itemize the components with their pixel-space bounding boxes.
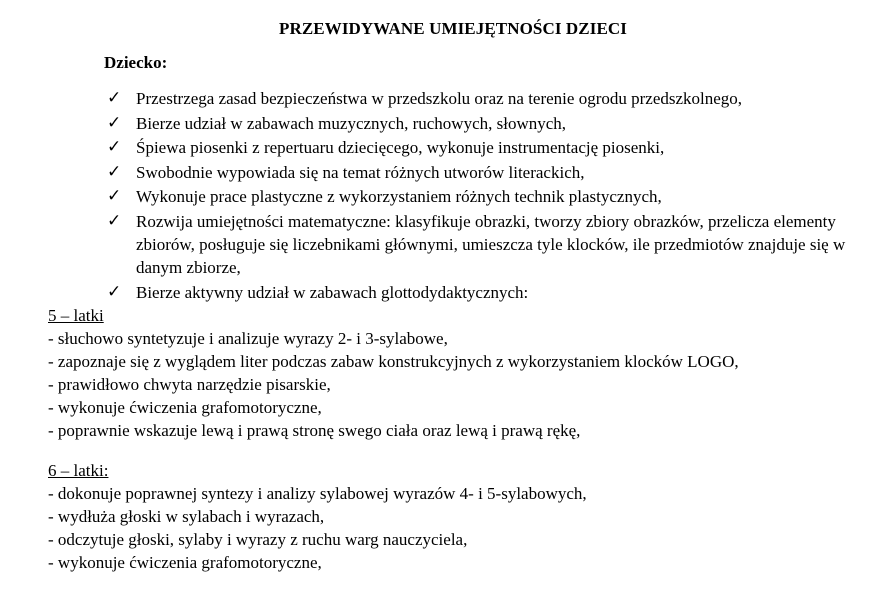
checklist-item: [107, 185, 847, 208]
list-item: - prawidłowo chwyta narzędzie pisarskie,: [48, 375, 331, 394]
age-group-heading: 5 – latki: [48, 306, 104, 325]
checklist-item-text: Wykonuje prace plastyczne z wykorzystaniem różnych technik plastycznych,: [136, 187, 662, 207]
checklist-item-text: Bierze aktywny udział w zabawach glottodydaktycznych:: [136, 282, 529, 302]
check-icon: ✓: [107, 161, 122, 182]
check-icon: ✓: [107, 112, 122, 133]
list-item: - słuchowo syntetyzuje i analizuje wyrazy 2- i 3-sylabowe,: [48, 329, 448, 348]
page-title: PRZEWIDYWANE UMIEJĘTNOŚCI DZIECI: [279, 19, 627, 38]
age-group-heading: 6 – latki:: [48, 461, 109, 480]
list-item: - dokonuje poprawnej syntezy i analizy sylabowej wyrazów 4- i 5-sylabowych,: [48, 484, 587, 503]
check-icon: ✓: [107, 281, 122, 302]
checklist-item-text: Przestrzega zasad bezpieczeństwa w przedszkolu oraz na terenie ogrodu przedszkolnego,: [136, 89, 743, 108]
check-icon: ✓: [107, 210, 122, 231]
age-group-6: [48, 459, 868, 574]
checklist-item: [107, 112, 847, 135]
list-item: - wydłuża głoski w sylabach i wyrazach,: [48, 507, 325, 526]
list-item: - zapoznaje się z wyglądem liter podczas zabaw konstrukcyjnych z wykorzystaniem klocków LOGO,: [48, 352, 739, 371]
list-item: - wykonuje ćwiczenia grafomotoryczne,: [48, 553, 322, 572]
page-subtitle: Dziecko:: [104, 53, 168, 72]
age-group-list: [48, 327, 868, 442]
check-icon: ✓: [107, 186, 122, 207]
checklist-item: [107, 210, 847, 279]
check-icon: ✓: [107, 137, 122, 158]
checklist-item: [107, 87, 847, 110]
checklist-item: [107, 136, 847, 159]
age-group-5: [48, 304, 868, 442]
skills-checklist: [107, 87, 847, 305]
checklist-item-text: Rozwija umiejętności matematyczne: klasyfikuje obrazki, tworzy zbiory obrazków, przelicza elementy zbiorów, posługuje się liczebnikami głównymi, umieszcza tyle klocków, ile przedmiotów znajduje się w danym zbiorze,: [136, 211, 846, 277]
age-group-list: [48, 482, 868, 574]
checklist-item-text: Swobodnie wypowiada się na temat różnych utworów literackich,: [136, 162, 585, 182]
check-icon: ✓: [107, 88, 122, 108]
checklist-item: [107, 161, 847, 184]
checklist-item: [107, 281, 847, 304]
checklist-item-text: Śpiewa piosenki z repertuaru dziecięcego, wykonuje instrumentację piosenki,: [136, 138, 665, 158]
checklist-item-text: Bierze udział w zabawach muzycznych, ruchowych, słownych,: [136, 113, 567, 133]
list-item: - wykonuje ćwiczenia grafomotoryczne,: [48, 398, 322, 417]
list-item: - poprawnie wskazuje lewą i prawą stronę swego ciała oraz lewą i prawą rękę,: [48, 421, 581, 440]
list-item: - odczytuje głoski, sylaby i wyrazy z ruchu warg nauczyciela,: [48, 530, 468, 549]
